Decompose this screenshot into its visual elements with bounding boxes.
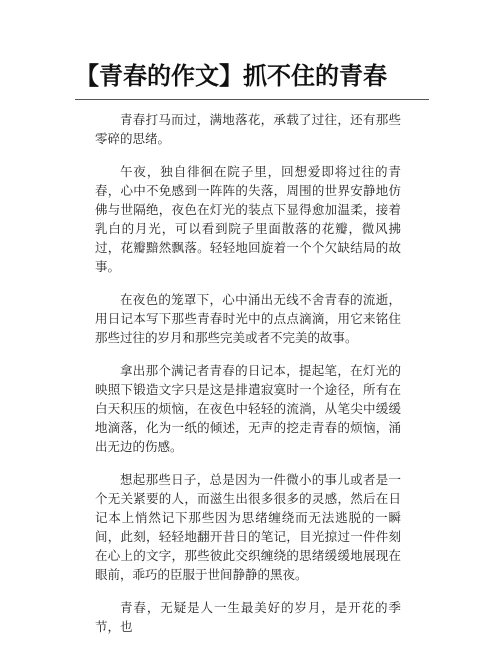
document-title: 【青春的作文】抓不住的青春 [75, 61, 387, 90]
paragraph: 拿出那个满记者青春的日记本，提起笔，在灯光的映照下锻造文字只是这是排遣寂寞时一个途径，所有在白天积压的烦恼，在夜色中轻轻的流淌，从笔尖中缓缓地滴落，化为一纸的倾述，无声的挖走青春的烦恼，涌出无边的伤感。 [95, 363, 401, 454]
paragraph: 青春，无疑是人一生最美好的岁月，是开花的季节，也 [95, 600, 401, 634]
paragraph: 午夜，独自徘徊在院子里，回想爱即将过往的青春，心中不免感到一阵阵的失落，周围的世界安静地仿佛与世隔绝，夜色在灯光的装点下显得愈加温柔，接着乳白的月光，可以看到院子里面散落的花瓣，微风拂过，花瓣黯然飘落。轻轻地回旋着一个个欠缺结局的故事。 [95, 164, 401, 274]
document-body [95, 110, 401, 650]
paragraph: 在夜色的笼罩下，心中涌出无线不舍青春的流逝，用日记本写下那些青春时光中的点点滴滴，用它来铭住那些过往的岁月和那些完美或者不完美的故事。 [95, 292, 401, 345]
title-divider [75, 99, 429, 100]
paragraph: 青春打马而过，满地落花，承载了过往，还有那些零碎的思绪。 [95, 112, 401, 146]
paragraph: 想起那些日子，总是因为一件微小的事儿或者是一个无关紧要的人，而滋生出很多很多的灵感，然后在日记本上悄然记下那些因为思绪缠绕而无法逃脱的一瞬间，此刻，轻轻地翻开昔日的笔记，目光掠过一件件刻在心上的文字，那些彼此交织缠绕的思绪缓缓地展现在眼前，乖巧的臣服于世间静静的黑夜。 [95, 472, 401, 582]
